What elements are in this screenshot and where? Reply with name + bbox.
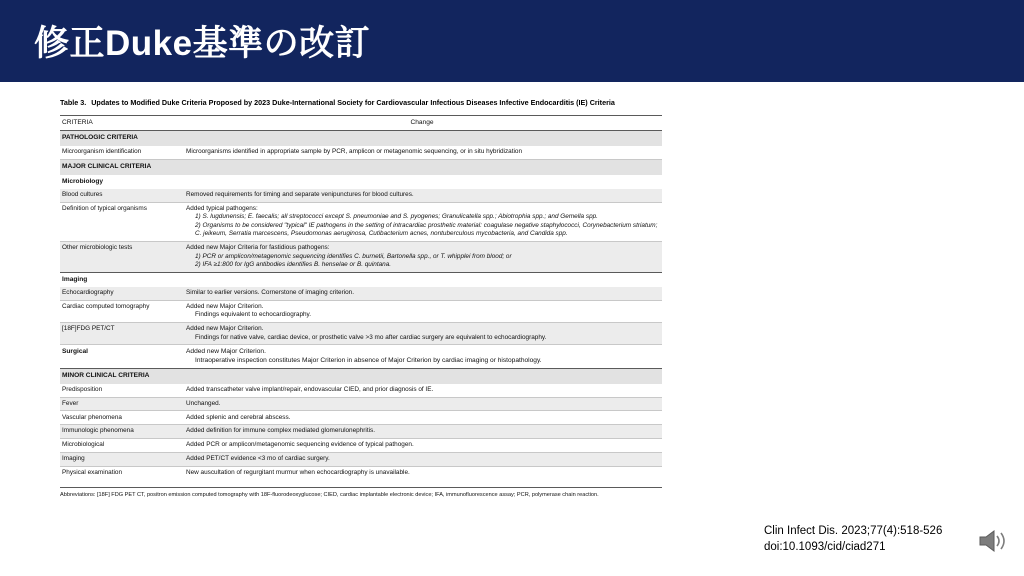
section-label: PATHOLOGIC CRITERIA — [60, 131, 184, 146]
row-change-main: Added new Major Criterion. — [186, 302, 264, 310]
table-row — [60, 411, 662, 425]
row-criteria: Immunologic phenomena — [60, 425, 184, 439]
table-subsection-row — [60, 345, 662, 369]
table-section-row — [60, 131, 662, 146]
row-change-subline: 1) S. lugdunensis; E. faecalis; all streptococci except S. pneumoniae and S. pyogenes; Granulicatella spp.; Abiotrophia spp.; and Gemella spp. — [195, 213, 598, 221]
row-change-main: Added typical pathogens: — [186, 204, 258, 212]
row-change: Microorganisms identified in appropriate sample by PCR, amplicon or metagenomic sequencing, or in situ hybridization — [184, 146, 662, 159]
row-change-main: Added new Major Criterion. — [186, 325, 264, 333]
duke-criteria-table — [60, 115, 662, 480]
speaker-icon[interactable] — [976, 528, 1010, 554]
table-row — [60, 241, 662, 272]
row-criteria: Imaging — [60, 452, 184, 466]
table-row — [60, 384, 662, 397]
row-criteria: Cardiac computed tomography — [60, 300, 184, 322]
row-change-subline: 2) IFA ≥1:800 for IgG antibodies identifies B. henselae or B. quintana. — [195, 260, 392, 268]
table-section-row — [60, 369, 662, 384]
citation-line-1: Clin Infect Dis. 2023;77(4):518-526 — [764, 525, 943, 537]
figure-caption-text: Updates to Modified Duke Criteria Proposed by 2023 Duke-International Society for Cardiovascular Infectious Diseases Infective Endocarditis (IE) Criteria — [91, 98, 615, 107]
row-change-subline: 1) PCR or amplicon/metagenomic sequencing identifies C. burnetii, Bartonella spp., or T. whipplei from blood; or — [195, 252, 512, 260]
section-label: MAJOR CLINICAL CRITERIA — [60, 159, 184, 174]
row-change: Added splenic and cerebral abscess. — [184, 411, 662, 425]
row-change — [184, 241, 662, 272]
table-row — [60, 439, 662, 453]
table-header-row — [60, 115, 662, 131]
row-criteria: Physical examination — [62, 468, 123, 476]
row-change: Added PCR or amplicon/metagenomic sequencing evidence of typical pathogen. — [184, 439, 662, 453]
column-header-change: Change — [184, 115, 662, 131]
figure-caption-number: Table 3. — [60, 98, 87, 107]
row-criteria: Microorganism identification — [60, 146, 184, 159]
section-change — [184, 159, 662, 174]
table-section-row — [60, 159, 662, 174]
row-criteria: Definition of typical organisms — [60, 202, 184, 241]
page-title: 修正Duke基準の改訂 — [34, 24, 371, 63]
row-criteria: Other microbiologic tests — [60, 241, 184, 272]
subsection-change — [184, 272, 662, 287]
row-change-subline: Findings equivalent to echocardiography. — [195, 311, 312, 319]
table-row — [60, 300, 662, 322]
subsection-change — [184, 345, 662, 369]
table-row — [60, 397, 662, 411]
table-row — [60, 322, 662, 344]
row-criteria: [18F]FDG PET/CT — [60, 322, 184, 344]
figure-table3 — [60, 98, 662, 499]
row-change — [184, 322, 662, 344]
row-change-subline: 2) Organisms to be considered "typical" IE pathogens in the setting of intracardiac prosthetic material: coagulase negative staphylococci, Corynebacterium striatum; C. jeikeum, Serratia marcescens, Pseudomonas aeruginosa, Cutibacterium acnes, nontuberculous mycobacteria, and Candida spp. — [195, 221, 658, 238]
table-row — [60, 189, 662, 202]
table-row — [60, 425, 662, 439]
figure-footnote: Abbreviations: [18F] FDG PET CT, positron emission computed tomography with 18F-fluorodeoxyglucose; CIED, cardiac implantable electronic device; IFA, immunofluorescence assay; PCR, polymerase chain reaction. — [60, 487, 662, 500]
citation — [764, 524, 942, 555]
row-change — [184, 300, 662, 322]
row-change: Added transcatheter valve implant/repair, endovascular CIED, and prior diagnosis of IE. — [184, 384, 662, 397]
row-change — [184, 202, 662, 241]
subsection-label: Imaging — [62, 275, 88, 283]
row-criteria: Predisposition — [60, 384, 184, 397]
section-change — [184, 369, 662, 384]
column-header-criteria: CRITERIA — [60, 115, 184, 131]
table-row — [60, 146, 662, 159]
row-change: Removed requirements for timing and separate venipunctures for blood cultures. — [184, 189, 662, 202]
table-row — [60, 287, 662, 300]
row-criteria: Vascular phenomena — [60, 411, 184, 425]
row-change-main: Added new Major Criteria for fastidious pathogens: — [186, 244, 330, 252]
row-criteria: Microbiological — [60, 439, 184, 453]
subsection-change — [184, 175, 662, 189]
subsection-label: Microbiology — [62, 177, 104, 185]
row-change-main: Added new Major Criterion. — [186, 348, 266, 356]
row-change: New auscultation of regurgitant murmur when echocardiography is unavailable. — [186, 468, 410, 476]
row-change-subline: Findings for native valve, cardiac device, or prosthetic valve >3 mo after cardiac surgery are equivalent to echocardiography. — [195, 333, 547, 341]
table-row — [60, 452, 662, 466]
row-criteria: Blood cultures — [60, 189, 184, 202]
table-row — [60, 202, 662, 241]
section-label: MINOR CLINICAL CRITERIA — [60, 369, 184, 384]
row-criteria: Echocardiography — [60, 287, 184, 300]
section-change — [184, 131, 662, 146]
subsection-label: Surgical — [60, 345, 184, 369]
row-change-subline: Intraoperative inspection constitutes Major Criterion in absence of Major Criterion by cardiac imaging or histopathology. — [195, 356, 542, 364]
figure-caption — [60, 98, 662, 108]
row-change: Unchanged. — [184, 397, 662, 411]
row-change: Added definition for immune complex mediated glomerulonephritis. — [184, 425, 662, 439]
row-change: Added PET/CT evidence <3 mo of cardiac surgery. — [184, 452, 662, 466]
table-row — [60, 466, 662, 479]
citation-line-2: doi:10.1093/cid/ciad271 — [764, 540, 886, 553]
table-subsection-row — [60, 175, 662, 189]
row-criteria: Fever — [60, 397, 184, 411]
row-change: Similar to earlier versions. Cornerstone of imaging criterion. — [184, 287, 662, 300]
table-subsection-row — [60, 272, 662, 287]
